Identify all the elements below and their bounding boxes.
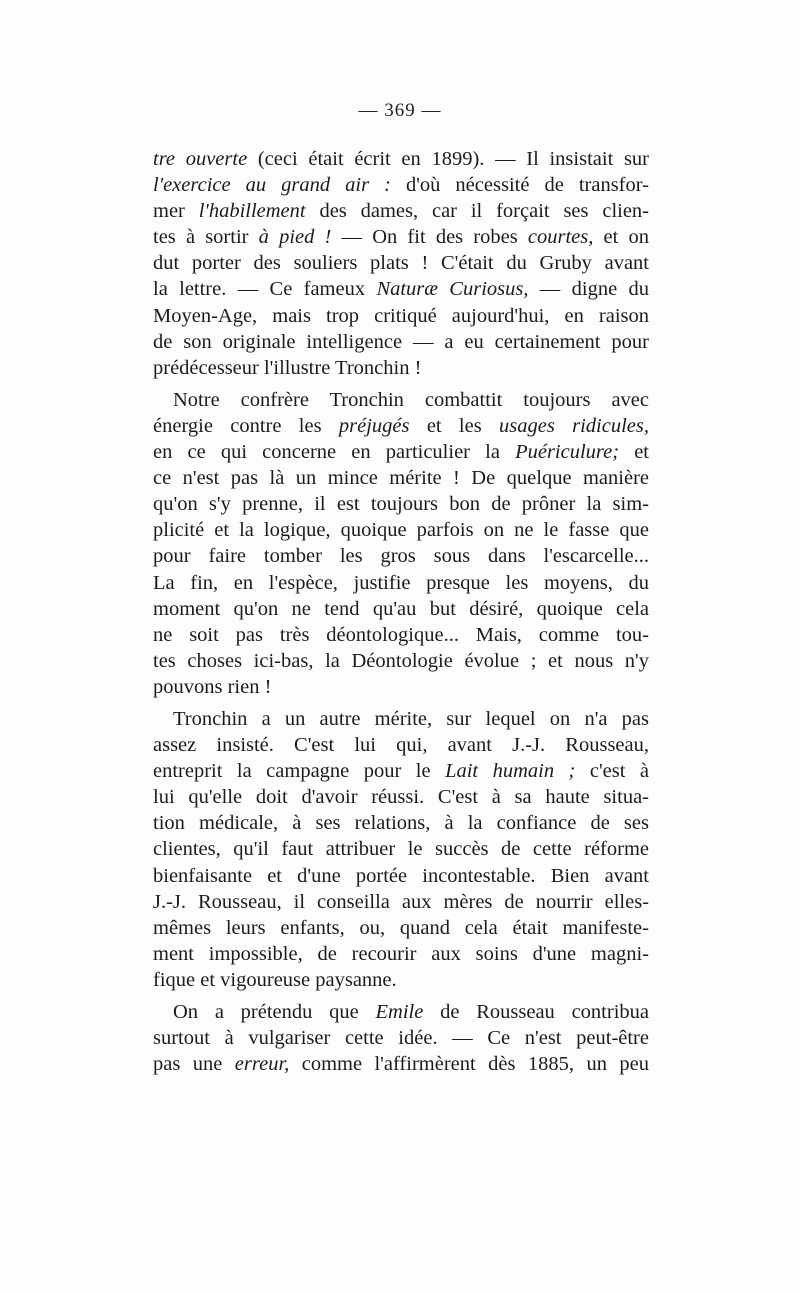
text-line — [153, 622, 649, 648]
italic-text: erreur, — [234, 1053, 290, 1076]
text-run: comme l'affirmèrent dès 1885, un peu — [289, 1053, 649, 1076]
text-line — [153, 596, 649, 622]
italic-text: Emile — [375, 1001, 424, 1023]
text-run: assez insisté. C'est lui qui, avant J.-J. Rousseau, — [153, 734, 649, 757]
text-line — [153, 543, 649, 569]
text-run: — digne du — [528, 278, 650, 301]
text-line — [153, 732, 649, 758]
text-line — [153, 674, 649, 700]
text-run: mêmes leurs enfants, ou, quand cela était manifeste- — [153, 916, 649, 939]
italic-text: tre ouverte — [153, 148, 248, 170]
text-line — [153, 198, 649, 224]
text-run: énergie contre les — [153, 414, 339, 437]
text-line — [153, 491, 649, 517]
text-line — [153, 784, 649, 810]
text-line — [153, 250, 649, 276]
text-run: tion médicale, à ses relations, à la confiance de ses — [153, 812, 649, 835]
text-line — [153, 517, 649, 543]
text-run: La fin, en l'espèce, justifie presque les moyens, du — [153, 571, 649, 594]
text-line — [153, 224, 649, 250]
text-line — [153, 413, 649, 439]
text-run: bienfaisante et d'une portée incontestable. Bien avant — [153, 864, 649, 887]
text-run: et les — [409, 414, 500, 437]
italic-text: Puériculure; — [515, 441, 620, 464]
text-line — [153, 329, 649, 355]
text-run: J.-J. Rousseau, il conseilla aux mères de nourrir elles- — [153, 890, 649, 913]
text-run: et on — [593, 226, 650, 249]
text-run: entreprit la campagne pour le — [153, 760, 446, 783]
text-run: ce n'est pas là un mince mérite ! De quelque manière — [153, 467, 649, 490]
text-run: lui qu'elle doit d'avoir réussi. C'est à sa haute situa- — [153, 786, 649, 809]
italic-text: Lait humain ; — [445, 760, 576, 783]
text-run: surtout à vulgariser cette idée. — Ce n'est peut-être — [153, 1027, 649, 1050]
text-run: prédécesseur l'illustre Tronchin ! — [153, 356, 422, 379]
italic-text: Naturæ Curiosus, — [376, 278, 529, 301]
text-line — [153, 915, 649, 941]
text-run: dut porter des souliers plats ! C'était du Gruby avant — [153, 252, 649, 275]
text-run: Notre confrère Tronchin combattit toujours avec — [173, 388, 649, 411]
text-line — [153, 355, 649, 381]
text-line — [153, 1025, 649, 1051]
text-run: ment impossible, de recourir aux soins d'une magni- — [153, 942, 649, 965]
text-line — [153, 387, 649, 413]
text-line — [153, 439, 649, 465]
text-line — [153, 863, 649, 889]
text-line — [153, 999, 649, 1025]
text-line — [153, 941, 649, 967]
text-run: de Rousseau contribua — [423, 1001, 649, 1023]
text-line — [153, 172, 649, 198]
italic-text: usages ridicules, — [499, 414, 649, 437]
text-run: (ceci était écrit en 1899). — Il insistait sur — [247, 148, 649, 170]
text-run: la lettre. — Ce fameux — [153, 278, 377, 301]
text-run: ne soit pas très déontologique... Mais, comme tou- — [153, 623, 649, 646]
text-line — [153, 836, 649, 862]
text-run: des dames, car il forçait ses clien- — [305, 200, 650, 223]
text-run: fique et vigoureuse paysanne. — [153, 968, 397, 991]
text-run: plicité et la logique, quoique parfois on ne le fasse que — [153, 519, 649, 542]
text-run: d'où nécessité de transfor- — [390, 174, 649, 197]
text-run: de son originale intelligence — a eu certainement pour — [153, 330, 649, 353]
italic-text: courtes, — [527, 226, 594, 249]
text-run: et — [619, 441, 649, 464]
text-run: clientes, qu'il faut attribuer le succès de cette réforme — [153, 838, 649, 861]
text-run: qu'on s'y prenne, il est toujours bon de prôner la sim- — [153, 493, 649, 516]
italic-text: l'exercice au grand air : — [153, 174, 391, 197]
text-line — [153, 303, 649, 329]
text-run: Tronchin a un autre mérite, sur lequel on n'a pas — [173, 707, 649, 730]
text-line — [153, 465, 649, 491]
text-line — [153, 1051, 649, 1077]
text-run: c'est à — [575, 760, 649, 783]
text-line — [153, 758, 649, 784]
text-run: pour faire tomber les gros sous dans l'escarcelle... — [153, 545, 649, 568]
text-run: tes à sortir — [153, 226, 259, 249]
italic-text: préjugés — [338, 414, 410, 437]
text-line — [153, 648, 649, 674]
text-run: — On fit des robes — [331, 226, 528, 249]
text-run: moment qu'on ne tend qu'au but désiré, quoique cela — [153, 597, 649, 620]
page-number: — 369 — — [358, 100, 442, 121]
text-line — [153, 810, 649, 836]
text-run: Moyen-Age, mais trop critiqué aujourd'hui, en raison — [153, 304, 649, 327]
text-line — [153, 889, 649, 915]
text-line — [153, 570, 649, 596]
text-line — [153, 967, 649, 993]
text-run: pouvons rien ! — [153, 675, 272, 698]
text-run: tes choses ici-bas, la Déontologie évolue ; et nous n'y — [153, 649, 649, 672]
body-text — [153, 146, 649, 1077]
text-run: en ce qui concerne en particulier la — [153, 441, 516, 464]
text-run: On a prétendu que — [173, 1001, 376, 1023]
italic-text: l'habillement — [198, 200, 306, 223]
italic-text: à pied ! — [258, 226, 332, 249]
text-line — [153, 706, 649, 732]
text-run: mer — [153, 200, 199, 223]
text-line — [153, 146, 649, 172]
text-line — [153, 276, 649, 302]
text-run: pas une — [153, 1053, 235, 1076]
